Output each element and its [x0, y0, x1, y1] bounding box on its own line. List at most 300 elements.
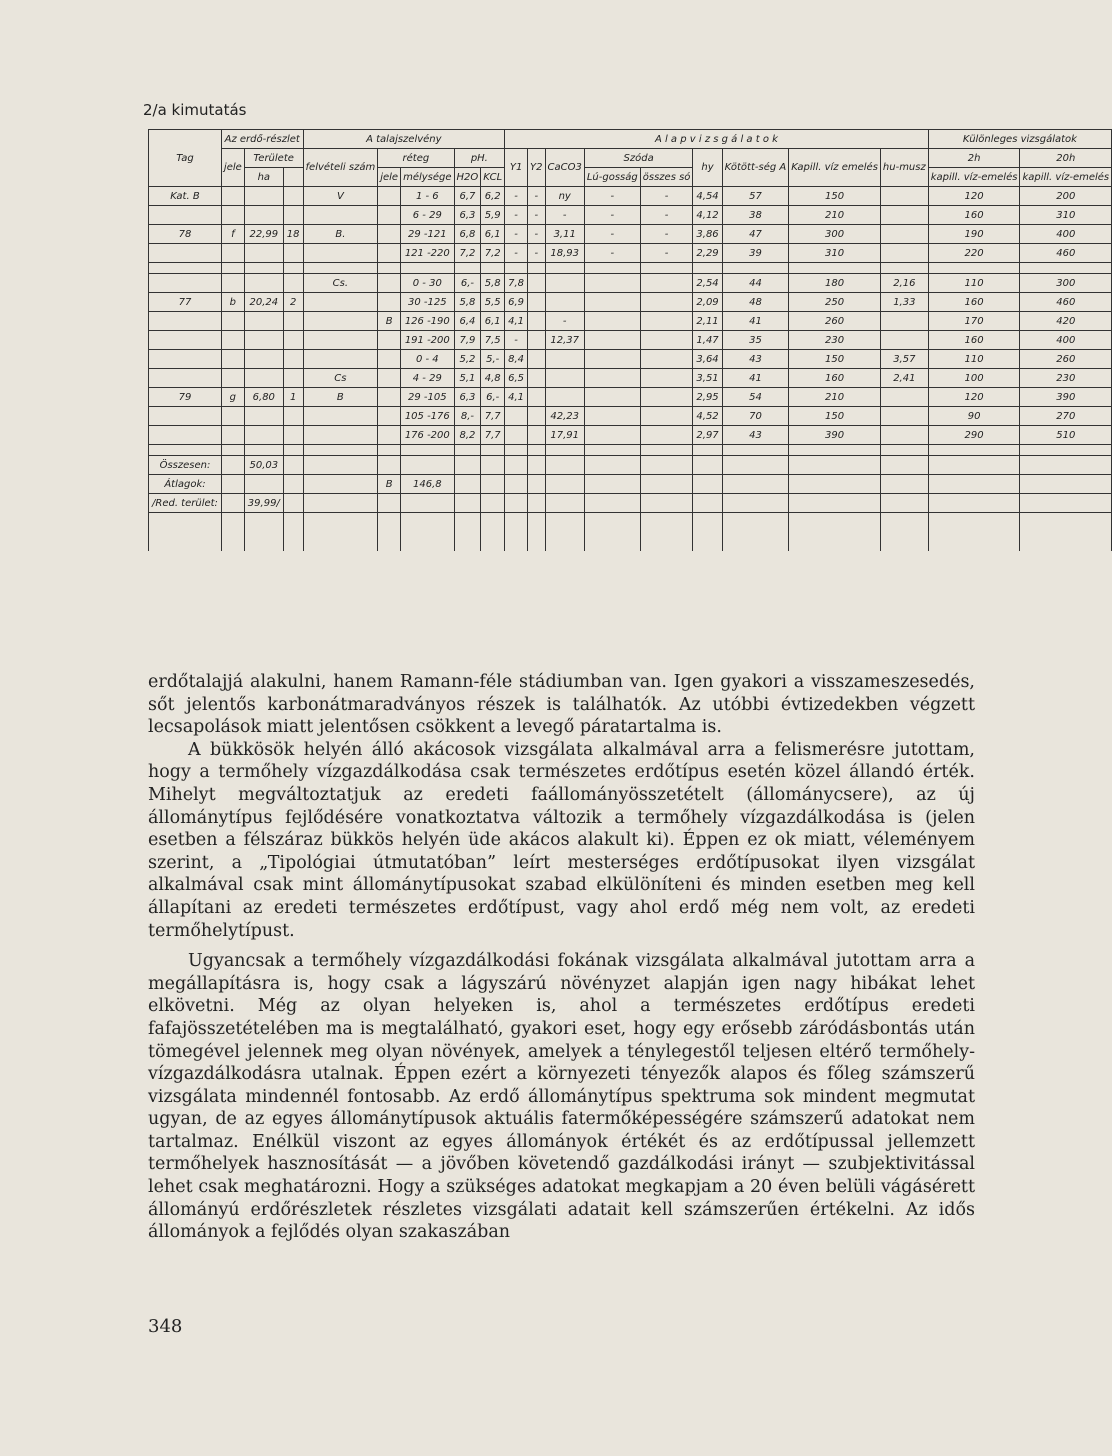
table-cell [149, 350, 222, 369]
table-cell: Kat. B [149, 187, 222, 206]
table-cell: 170 [928, 312, 1020, 331]
table-spacer-cell [1020, 513, 1112, 552]
table-cell [244, 312, 283, 331]
table-spacer-cell [303, 445, 378, 456]
table-cell [640, 331, 693, 350]
table-cell [244, 369, 283, 388]
table-cell: 2,95 [693, 388, 722, 407]
table-cell: 6,2 [481, 187, 505, 206]
table-body [149, 187, 1112, 552]
table-cell: 390 [789, 426, 881, 445]
table-cell [303, 456, 378, 475]
table-cell [528, 312, 545, 331]
table-row [149, 350, 1112, 369]
table-cell [693, 475, 722, 494]
table-cell: 110 [928, 350, 1020, 369]
table-cell [401, 494, 454, 513]
table-cell [640, 407, 693, 426]
table-cell: 0 - 30 [401, 274, 454, 293]
table-cell [378, 350, 401, 369]
table-cell [378, 187, 401, 206]
table-cell [789, 456, 881, 475]
table-cell: 6,1 [481, 225, 505, 244]
header-reteg-jele: jele [378, 168, 401, 187]
table-cell: 290 [928, 426, 1020, 445]
table-cell [221, 456, 244, 475]
table-spacer-cell [244, 445, 283, 456]
table-spacer-cell [545, 263, 584, 274]
table-cell: 41 [722, 369, 789, 388]
table-cell: 150 [789, 407, 881, 426]
table-cell [584, 350, 640, 369]
table-cell: 390 [1020, 388, 1112, 407]
table-cell [149, 312, 222, 331]
table-cell: 5,8 [481, 274, 505, 293]
table-cell: 4,54 [693, 187, 722, 206]
table-cell: - [584, 206, 640, 225]
table-spacer-cell [640, 263, 693, 274]
table-cell: 400 [1020, 331, 1112, 350]
table-cell: 47 [722, 225, 789, 244]
table-cell: 270 [1020, 407, 1112, 426]
table-cell: 4,1 [505, 312, 528, 331]
header-h2o: H2O [454, 168, 481, 187]
table-cell [221, 244, 244, 263]
table-spacer-cell [401, 513, 454, 552]
table-cell: 1 [283, 388, 303, 407]
table-cell: 2 [283, 293, 303, 312]
table-cell [505, 407, 528, 426]
table-cell: 300 [1020, 274, 1112, 293]
table-cell [283, 475, 303, 494]
table-cell [244, 331, 283, 350]
table-cell [584, 312, 640, 331]
table-cell: 29 -121 [401, 225, 454, 244]
table-cell [880, 407, 928, 426]
table-cell: 126 -190 [401, 312, 454, 331]
table-spacer-cell [1020, 263, 1112, 274]
table-cell: - [505, 187, 528, 206]
table-cell [928, 475, 1020, 494]
table-row [149, 407, 1112, 426]
table-cell [528, 331, 545, 350]
table-cell [880, 494, 928, 513]
table-cell: 2,41 [880, 369, 928, 388]
table-cell: 6,4 [454, 312, 481, 331]
table-cell: - [584, 244, 640, 263]
table-cell [149, 244, 222, 263]
table-cell [283, 456, 303, 475]
header-y2: Y2 [528, 149, 545, 187]
table-cell [584, 274, 640, 293]
table-cell: 5,5 [481, 293, 505, 312]
table-cell: B [303, 388, 378, 407]
table-cell [221, 312, 244, 331]
table-cell [401, 456, 454, 475]
table-spacer-cell [528, 513, 545, 552]
table-cell [584, 475, 640, 494]
table-cell: 17,91 [545, 426, 584, 445]
table-cell [303, 475, 378, 494]
table-cell [880, 331, 928, 350]
table-cell: 3,11 [545, 225, 584, 244]
table-cell: - [528, 206, 545, 225]
table-cell [481, 494, 505, 513]
header-kapill-b: kapill. víz-emelés [1020, 168, 1112, 187]
table-spacer-cell [244, 263, 283, 274]
table-cell: 2,29 [693, 244, 722, 263]
table-row [149, 187, 1112, 206]
table-cell: 50,03 [244, 456, 283, 475]
table-cell [221, 331, 244, 350]
table-cell [378, 206, 401, 225]
header-caco3: CaCO3 [545, 149, 584, 187]
header-kapill-viz: Kapill. víz emelés [789, 149, 881, 187]
table-cell [149, 206, 222, 225]
table-cell: 4,8 [481, 369, 505, 388]
table-spacer-cell [401, 445, 454, 456]
table-spacer-cell [221, 445, 244, 456]
table-cell: 39,99/ [244, 494, 283, 513]
table-cell [283, 494, 303, 513]
table-cell [303, 426, 378, 445]
table-cell: B [378, 475, 401, 494]
table-cell: 210 [789, 388, 881, 407]
table-spacer-cell [928, 445, 1020, 456]
table-cell: 42,23 [545, 407, 584, 426]
table-cell: 310 [789, 244, 881, 263]
header-jele: jele [221, 149, 244, 187]
table-cell: 3,57 [880, 350, 928, 369]
table-cell: 18,93 [545, 244, 584, 263]
table-cell: 8,2 [454, 426, 481, 445]
table-spacer-cell [693, 513, 722, 552]
table-cell [149, 369, 222, 388]
table-cell [378, 225, 401, 244]
table-cell [880, 187, 928, 206]
table-cell [584, 494, 640, 513]
table-cell: 5,9 [481, 206, 505, 225]
table-cell [1020, 456, 1112, 475]
table-cell: 7,7 [481, 426, 505, 445]
table-cell [221, 494, 244, 513]
table-cell [880, 225, 928, 244]
table-cell [528, 369, 545, 388]
table-spacer-cell [505, 263, 528, 274]
table-cell [584, 426, 640, 445]
table-cell [303, 293, 378, 312]
table-spacer-cell [303, 263, 378, 274]
table-cell [528, 407, 545, 426]
table-cell [880, 388, 928, 407]
table-spacer-cell [880, 263, 928, 274]
header-reteg: réteg [378, 149, 454, 168]
table-spacer-cell [149, 513, 222, 552]
table-spacer-cell [481, 263, 505, 274]
table-cell [283, 187, 303, 206]
table-cell [149, 331, 222, 350]
table-cell: 90 [928, 407, 1020, 426]
table-cell: 5,1 [454, 369, 481, 388]
table-cell [244, 475, 283, 494]
table-cell: - [505, 331, 528, 350]
header-hy: hy [693, 149, 722, 187]
table-cell [928, 494, 1020, 513]
table-row [149, 494, 1112, 513]
header-melysege: mélysége [401, 168, 454, 187]
table-cell: B [378, 312, 401, 331]
table-spacer-cell [303, 513, 378, 552]
table-row [149, 426, 1112, 445]
table-spacer-cell [505, 445, 528, 456]
table-cell: 43 [722, 350, 789, 369]
table-row [149, 244, 1112, 263]
table-cell: 1,33 [880, 293, 928, 312]
table-cell [880, 456, 928, 475]
table-cell [722, 494, 789, 513]
table-cell [149, 274, 222, 293]
table-cell: 2,97 [693, 426, 722, 445]
table-cell: 78 [149, 225, 222, 244]
table-cell: 6,- [481, 388, 505, 407]
table-spacer-cell [789, 445, 881, 456]
table-cell [303, 407, 378, 426]
table-cell: - [545, 206, 584, 225]
table-cell: 6,7 [454, 187, 481, 206]
table-spacer-cell [789, 263, 881, 274]
table-cell: 190 [928, 225, 1020, 244]
table-spacer-cell [928, 263, 1020, 274]
table-cell: 6,9 [505, 293, 528, 312]
table-cell: 70 [722, 407, 789, 426]
table-row [149, 475, 1112, 494]
table-cell: 57 [722, 187, 789, 206]
table-cell [545, 456, 584, 475]
table-cell: 150 [789, 350, 881, 369]
table-cell: 39 [722, 244, 789, 263]
table-cell: 8,- [454, 407, 481, 426]
table-cell: 6,- [454, 274, 481, 293]
table-cell: 6,8 [454, 225, 481, 244]
table-cell: 6,3 [454, 206, 481, 225]
table-cell [303, 331, 378, 350]
table-spacer-cell [1020, 445, 1112, 456]
table-cell [221, 426, 244, 445]
table-spacer-cell [545, 445, 584, 456]
header-alapvizsgalatok: A l a p v i z s g á l a t o k [505, 130, 929, 149]
table-cell [378, 388, 401, 407]
table-cell: 8,4 [505, 350, 528, 369]
table-cell: - [640, 206, 693, 225]
table-cell [545, 274, 584, 293]
table-cell: 5,- [481, 350, 505, 369]
table-cell: 210 [789, 206, 881, 225]
table-spacer-cell [584, 513, 640, 552]
table-cell: 7,2 [481, 244, 505, 263]
table-cell [283, 206, 303, 225]
table-spacer-cell [545, 513, 584, 552]
table-cell [481, 475, 505, 494]
table-cell [303, 494, 378, 513]
table-cell: 18 [283, 225, 303, 244]
table-cell: 44 [722, 274, 789, 293]
table-cell [640, 369, 693, 388]
table-spacer-cell [221, 513, 244, 552]
table-spacer-cell [454, 263, 481, 274]
table-cell [880, 312, 928, 331]
table-cell: 300 [789, 225, 881, 244]
table-cell: B. [303, 225, 378, 244]
table-cell [545, 388, 584, 407]
table-spacer-cell [693, 263, 722, 274]
table-cell: - [584, 225, 640, 244]
table-cell [528, 494, 545, 513]
table-cell: 1,47 [693, 331, 722, 350]
table-spacer-cell [454, 445, 481, 456]
table-cell: 29 -105 [401, 388, 454, 407]
table-cell: 310 [1020, 206, 1112, 225]
header-humusz: hu-musz [880, 149, 928, 187]
table-cell [378, 274, 401, 293]
table-cell [283, 244, 303, 263]
table-cell: ny [545, 187, 584, 206]
table-cell: 160 [928, 331, 1020, 350]
header-kulonleges: Különleges vizsgálatok [928, 130, 1111, 149]
table-cell [505, 494, 528, 513]
table-cell: 12,37 [545, 331, 584, 350]
table-cell: 260 [789, 312, 881, 331]
table-cell [283, 426, 303, 445]
table-cell: 3,86 [693, 225, 722, 244]
table-cell: 6,1 [481, 312, 505, 331]
table-cell [244, 187, 283, 206]
table-cell: 180 [789, 274, 881, 293]
header-felvetel: felvételi szám [303, 149, 378, 187]
table-cell [378, 293, 401, 312]
table-cell: 250 [789, 293, 881, 312]
table-cell: 7,9 [454, 331, 481, 350]
header-ph: pH. [454, 149, 505, 168]
table-cell [283, 350, 303, 369]
table-cell: 5,8 [454, 293, 481, 312]
table-cell [303, 244, 378, 263]
table-cell [221, 274, 244, 293]
table-cell [283, 369, 303, 388]
table-cell [244, 244, 283, 263]
table-cell: b [221, 293, 244, 312]
table-cell: 20,24 [244, 293, 283, 312]
table-cell [454, 475, 481, 494]
table-spacer-cell [454, 513, 481, 552]
table-cell [303, 350, 378, 369]
header-talajszelveny: A talajszelvény [303, 130, 505, 149]
table-row [149, 312, 1112, 331]
table-cell [640, 350, 693, 369]
paragraph: A bükkösök helyén álló akácosok vizsgálata alkalmával arra a felismerésre jutottam, hogy a termőhely vízgazdálkodása csak természetes erdőtípus esetén közel állandó érték. Mihelyt megváltoztatjuk az eredeti faállományösszetételt (állománycsere), az új állománytípus fejlődésére vonatkoztatva változik a termőhely vízgazdálkodása is (jelen esetben a félszáraz bükkös helyén üde akácos alakult ki). Éppen ez ok miatt, véleményem szerint, a „Tipológiai útmutatóban” leírt mesterséges erdőtípusokat ilyen vizsgálat alkalmával csak mint állománytípusokat szabad elkülöníteni és minden esetben meg kell állapítani az eredeti természetes erdőtípust, vagy ahol erdő még nem volt, az eredeti termőhelytípust. [148, 739, 975, 941]
table-cell: 0 - 4 [401, 350, 454, 369]
table-cell [880, 244, 928, 263]
table-cell: 7,2 [454, 244, 481, 263]
header-2h: 2h [928, 149, 1020, 168]
table-row [149, 513, 1112, 552]
table-cell [1020, 475, 1112, 494]
table-cell [221, 350, 244, 369]
table-cell: 160 [928, 293, 1020, 312]
table-cell [640, 475, 693, 494]
table-cell: 120 [928, 388, 1020, 407]
table-cell [454, 494, 481, 513]
table-cell: 460 [1020, 244, 1112, 263]
table-spacer-cell [481, 445, 505, 456]
table-cell [584, 369, 640, 388]
table-cell: 200 [1020, 187, 1112, 206]
table-cell [640, 274, 693, 293]
table-cell [378, 407, 401, 426]
table-spacer-cell [722, 263, 789, 274]
table-cell: g [221, 388, 244, 407]
table-cell: 2,54 [693, 274, 722, 293]
table-cell [505, 426, 528, 445]
table-cell: 4,52 [693, 407, 722, 426]
table-cell: f [221, 225, 244, 244]
table-cell: - [528, 244, 545, 263]
table-cell [283, 331, 303, 350]
table-cell [584, 456, 640, 475]
table-cell: V [303, 187, 378, 206]
table-cell: 110 [928, 274, 1020, 293]
table-spacer-cell [244, 513, 283, 552]
table-cell: 30 -125 [401, 293, 454, 312]
table-cell [640, 426, 693, 445]
table-cell: 38 [722, 206, 789, 225]
table-cell [545, 494, 584, 513]
table-cell [640, 388, 693, 407]
table-cell [545, 293, 584, 312]
table-row [149, 225, 1112, 244]
table-cell: - [528, 187, 545, 206]
table-cell [505, 475, 528, 494]
header-lugossag: Lú-gosság [584, 168, 640, 187]
table-cell [303, 312, 378, 331]
table-cell: 4 - 29 [401, 369, 454, 388]
table-spacer-cell [789, 513, 881, 552]
table-cell [722, 456, 789, 475]
header-erdoreszlet: Az erdő-részlet [221, 130, 303, 149]
table-row [149, 263, 1112, 274]
table-cell [528, 475, 545, 494]
table-spacer-cell [378, 263, 401, 274]
table-cell: - [505, 225, 528, 244]
table-cell: 6,5 [505, 369, 528, 388]
table-cell: 3,64 [693, 350, 722, 369]
header-szoda: Szóda [584, 149, 693, 168]
header-tag: Tag [149, 130, 222, 187]
table-cell [789, 475, 881, 494]
table-cell: 105 -176 [401, 407, 454, 426]
table-cell [481, 456, 505, 475]
table-cell [880, 206, 928, 225]
header-y1: Y1 [505, 149, 528, 187]
table-spacer-cell [481, 513, 505, 552]
table-cell [221, 407, 244, 426]
table-spacer-cell [880, 513, 928, 552]
table-cell: 420 [1020, 312, 1112, 331]
table-cell: 4,12 [693, 206, 722, 225]
page-number: 348 [148, 1316, 183, 1337]
table-cell: 160 [928, 206, 1020, 225]
table-cell: 2,11 [693, 312, 722, 331]
table-cell [244, 350, 283, 369]
